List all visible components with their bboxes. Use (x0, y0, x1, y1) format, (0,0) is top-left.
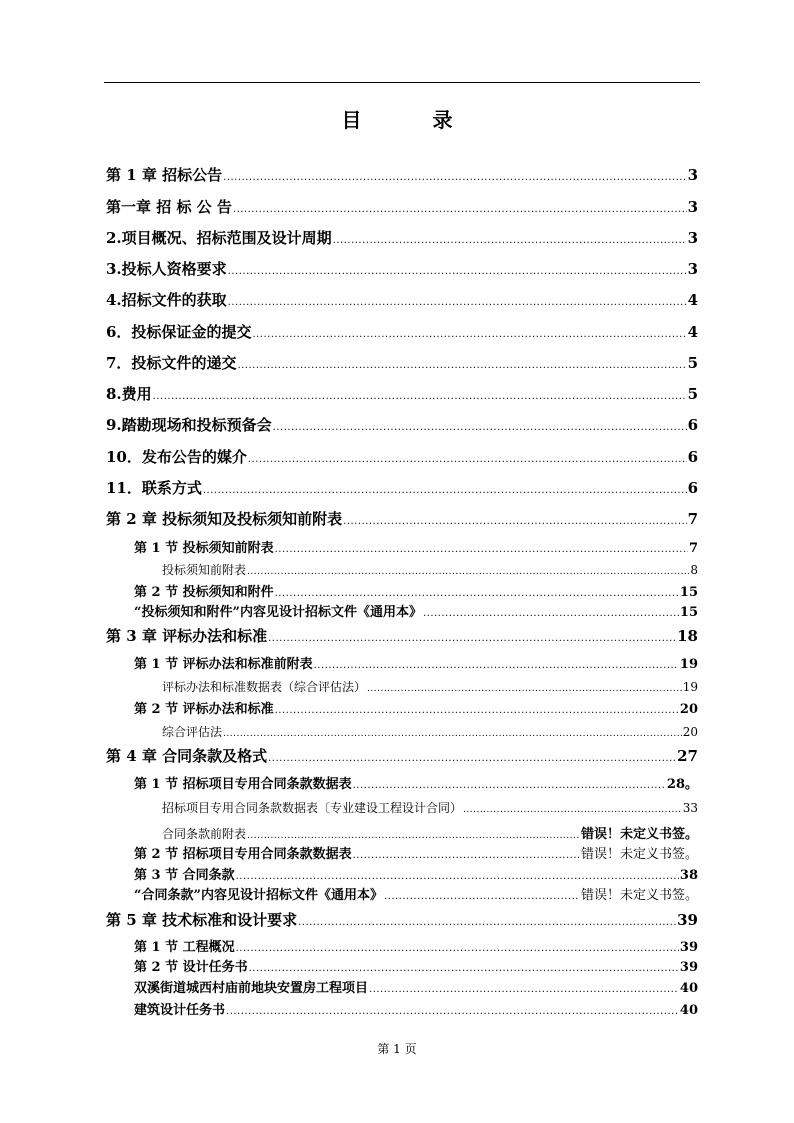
toc-entry[interactable] (106, 164, 698, 185)
dot-leader (353, 777, 666, 792)
toc-entry-page: 38 (679, 868, 698, 883)
toc-entry-label: 第 4 章 合同条款及格式 (106, 747, 268, 765)
toc-entry-page: 39 (677, 911, 698, 929)
toc-entry-page: 15 (679, 585, 698, 600)
page-title: 目 录 (341, 108, 485, 132)
dot-leader (233, 198, 687, 216)
dot-leader (228, 291, 687, 309)
toc-entry-page: 错误！未定义书签。 (580, 888, 698, 903)
toc-entry-label: 3.投标人资格要求 (106, 260, 227, 278)
toc-entry[interactable] (106, 936, 698, 955)
dot-leader (247, 827, 580, 841)
toc-entry[interactable] (106, 321, 698, 342)
dot-leader (369, 981, 679, 996)
toc-entry[interactable] (106, 601, 698, 620)
dot-leader (237, 354, 686, 372)
toc-entry[interactable] (106, 289, 698, 310)
toc-entry-page: 7 (688, 541, 698, 556)
toc-entry[interactable] (106, 653, 698, 672)
toc-entry-label: 合同条款前附表 (162, 827, 247, 841)
toc-entry-label: 建筑设计任务书 (134, 1003, 226, 1018)
toc-entry-page: 4 (687, 291, 698, 309)
dot-leader (463, 801, 682, 815)
toc-entry[interactable] (106, 956, 698, 975)
toc-entry-page: 20 (679, 702, 698, 717)
toc-entry-label: “投标须知和附件”内容见设计招标文件《通用本》 (134, 605, 422, 620)
toc-entry[interactable] (106, 446, 698, 467)
toc-entry[interactable] (106, 227, 698, 248)
toc-entry-page: 20 (682, 725, 698, 739)
toc-entry[interactable] (106, 884, 698, 903)
toc-entry-label: 9.踏勘现场和投标预备会 (106, 416, 272, 434)
toc-entry[interactable] (106, 999, 698, 1018)
dot-leader (314, 657, 679, 672)
toc-entry[interactable] (106, 843, 698, 862)
toc-entry-label: 第 2 节 投标须知和附件 (134, 585, 274, 600)
dot-leader (203, 479, 687, 497)
dot-leader (353, 847, 580, 862)
dot-leader (268, 627, 676, 645)
toc-entry-page: 27 (677, 747, 698, 765)
toc-entry[interactable] (106, 383, 698, 404)
toc-entry-label: 评标办法和标准数据表（综合评估法） (162, 680, 367, 694)
dot-leader (275, 585, 679, 600)
toc-entry[interactable] (106, 561, 698, 578)
dot-leader (367, 680, 682, 694)
toc-entry-label: 第一章 招 标 公 告 (106, 198, 232, 216)
toc-entry-page: 3 (687, 198, 698, 216)
toc-entry[interactable] (106, 799, 698, 816)
toc-entry[interactable] (106, 414, 698, 435)
toc-entry[interactable] (106, 773, 698, 792)
toc-entry-label: 第 1 章 招标公告 (106, 166, 223, 184)
toc-entry-label: 6．投标保证金的提交 (106, 323, 252, 341)
toc-entry-label: 第 5 章 技术标准和设计要求 (106, 911, 298, 929)
toc-entry[interactable] (106, 352, 698, 373)
dot-leader (333, 229, 687, 247)
toc-entry-label: 7．投标文件的递交 (106, 354, 237, 372)
toc-entry[interactable] (106, 678, 698, 695)
toc-entry-label: 第 1 节 工程概况 (134, 940, 235, 955)
dot-leader (343, 510, 686, 528)
dot-leader (273, 416, 687, 434)
toc-entry-page: 3 (687, 229, 698, 247)
toc-entry[interactable] (106, 508, 698, 529)
dot-leader (268, 747, 676, 765)
dot-leader (236, 868, 679, 883)
toc-entry[interactable] (106, 823, 698, 842)
toc-entry-page: 错误！未定义书签。 (580, 847, 698, 862)
dot-leader (275, 702, 679, 717)
toc-entry[interactable] (106, 977, 698, 996)
page-number-footer: 第 1 页 (377, 1042, 417, 1056)
toc-entry-page: 6 (687, 479, 698, 497)
toc-entry-label: 第 3 章 评标办法和标准 (106, 627, 268, 645)
toc-entry-label: 第 2 节 设计任务书 (134, 960, 248, 975)
dot-leader (384, 888, 580, 903)
dot-leader (249, 960, 679, 975)
toc-entry-page: 4 (687, 323, 698, 341)
toc-entry-label: 2.项目概况、招标范围及设计周期 (106, 229, 332, 247)
toc-entry-label: 第 1 节 投标须知前附表 (134, 541, 274, 556)
toc-entry[interactable] (106, 625, 698, 646)
toc-entry-label: “合同条款”内容见设计招标文件《通用本》 (134, 888, 383, 903)
toc-entry-page: 39 (679, 940, 698, 955)
toc-entry-label: 10．发布公告的媒介 (106, 448, 247, 466)
toc-entry-page: 错误！未定义书签。 (580, 827, 698, 842)
header-rule (104, 82, 700, 83)
toc-entry-page: 7 (687, 510, 698, 528)
dot-leader (236, 940, 679, 955)
toc-entry-page: 15 (679, 605, 698, 620)
toc-entry-label: 第 2 章 投标须知及投标须知前附表 (106, 510, 343, 528)
toc-entry[interactable] (106, 477, 698, 498)
dot-leader (248, 448, 687, 466)
dot-leader (223, 725, 682, 739)
toc-entry-label: 第 3 节 合同条款 (134, 868, 235, 883)
toc-entry-label: 4.招标文件的获取 (106, 291, 227, 309)
toc-entry-label: 11．联系方式 (106, 479, 202, 497)
toc-entry-label: 招标项目专用合同条款数据表〔专业建设工程设计合同） (162, 801, 463, 815)
toc-entry-page: 40 (679, 981, 698, 996)
toc-entry[interactable] (106, 196, 698, 217)
toc-entry-page: 19 (682, 680, 698, 694)
toc-entry[interactable] (106, 698, 698, 717)
dot-leader (153, 385, 687, 403)
toc-entry[interactable] (106, 723, 698, 740)
dot-leader (423, 605, 679, 620)
dot-leader (223, 166, 686, 184)
toc-entry-page: 19 (679, 657, 698, 672)
dot-leader (228, 260, 687, 278)
toc-entry-page: 8 (690, 563, 698, 577)
toc-entry-page: 40 (679, 1003, 698, 1018)
toc-entry-label: 第 2 节 招标项目专用合同条款数据表 (134, 847, 352, 862)
toc-entry-label: 第 1 节 评标办法和标准前附表 (134, 657, 313, 672)
dot-leader (298, 911, 676, 929)
toc-entry[interactable] (106, 258, 698, 279)
toc-entry-page: 3 (687, 260, 698, 278)
toc-entry[interactable] (106, 909, 698, 930)
toc-entry[interactable] (106, 581, 698, 600)
toc-entry-label: 第 2 节 评标办法和标准 (134, 702, 274, 717)
dot-leader (226, 1003, 679, 1018)
dot-leader (252, 323, 686, 341)
dot-leader (247, 563, 689, 577)
toc-entry-page: 5 (687, 354, 698, 372)
toc-entry-label: 投标须知前附表 (162, 563, 247, 577)
toc-entry-page: 39 (679, 960, 698, 975)
toc-entry-label: 第 1 节 招标项目专用合同条款数据表 (134, 777, 352, 792)
dot-leader (275, 541, 688, 556)
toc-entry-page: 3 (687, 166, 698, 184)
toc-entry-page: 6 (687, 448, 698, 466)
toc-entry-page: 33 (682, 801, 698, 815)
toc-entry[interactable] (106, 537, 698, 556)
toc-entry-page: 5 (687, 385, 698, 403)
toc-entry-page: 18 (677, 627, 698, 645)
toc-entry-page: 28。 (666, 777, 698, 792)
toc-entry[interactable] (106, 745, 698, 766)
toc-entry-label: 综合评估法 (162, 725, 223, 739)
toc-entry[interactable] (106, 864, 698, 883)
toc-entry-label: 8.费用 (106, 385, 152, 403)
toc-entry-label: 双溪街道城西村庙前地块安置房工程项目 (134, 981, 369, 996)
toc-entry-page: 6 (687, 416, 698, 434)
